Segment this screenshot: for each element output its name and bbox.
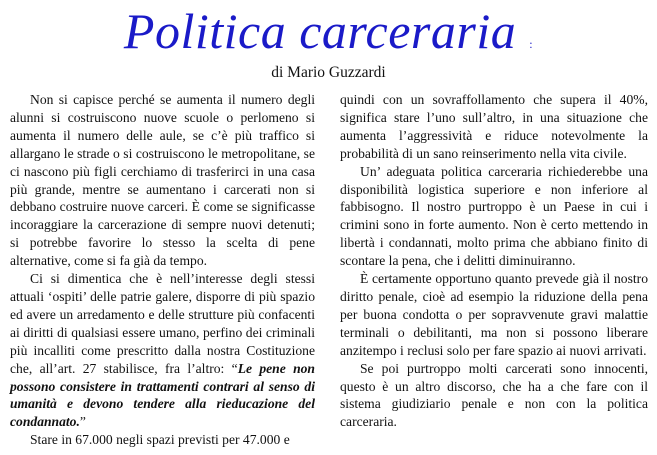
- left-column: [10, 91, 315, 449]
- article-byline: di Mario Guzzardi: [271, 64, 386, 81]
- quote-close: ”: [79, 414, 86, 430]
- paragraph-1: Non si capisce perché se aumenta il numero degli alunni si costruiscono nuove scuole o perlomeno si aumenta il numero delle aule, se c’è più traffico si allargano le strade o si costruiscono le metropolitane, se ci nascono più figli cerchiamo di trasferirci in una casa più grande, mentre se aumentano i carcerati non si debbano costruire nuove carceri. È come se significasse incoraggiare la carcerazione di sempre nuovi detenuti; si potrebbe favorire lo stesso la scelta di pene alternative, come si fa già da tempo.: [10, 92, 315, 269]
- paragraph-3: Stare in 67.000 negli spazi previsti per 47.000 e: [30, 432, 290, 448]
- paragraph-6: Se poi purtroppo molti carcerati sono innocenti, questo è un altro discorso, che ha a che fare con il sistema giudiziario penale e non con la politica carceraria.: [340, 360, 648, 430]
- title-text: Politica carceraria: [123, 3, 517, 59]
- paragraph-continued: quindi con un sovraffollamento che supera il 40%, significa stare l’uno sull’altro, in una situazione che aumenta l’aggressività e riduce notevolmente la probabilità di un sano reinserimento nella vita civile.: [340, 92, 648, 161]
- title-suffix: :: [529, 37, 534, 51]
- paragraph-2-text: Ci si dimentica che è nell’interesse degli stessi attuali ‘ospiti’ delle patrie galere, disporre di più spazio ed avere un arredamento e delle strutture più confacenti ai diritti di qualsiasi essere umano, perfino dei criminali più incalliti come prescritto dalla nostra Costituzione che, all’art. 27 stabilisce, fra l’altro: “: [10, 271, 315, 376]
- right-column: [340, 91, 648, 431]
- paragraph-4: Un’ adeguata politica carceraria richiederebbe una disponibilità logistica superiore e non inferiore al fabbisogno. Il nostro purtroppo è un Paese in cui i crimini sono in forte aumento. Non è certo mettendo in libertà i condannati, molto prima che abbiano finito di scontare la pena, che i delitti diminuiranno.: [340, 163, 648, 269]
- paragraph-5: È certamente opportuno quanto prevede già il nostro diritto penale, cioè ad esempio la riduzione della pena per buona condotta o per sopravvenute gravi malattie terminali o debilitanti, ma non si possono liberare anzitempo i reclusi solo per fare spazio ai nuovi arrivati.: [340, 271, 648, 358]
- constitution-quote: Le pene non possono consistere in trattamenti contrari al senso di umanità e devono tendere alla rieducazione del condannato.: [10, 360, 315, 430]
- paragraph-2: [10, 270, 315, 431]
